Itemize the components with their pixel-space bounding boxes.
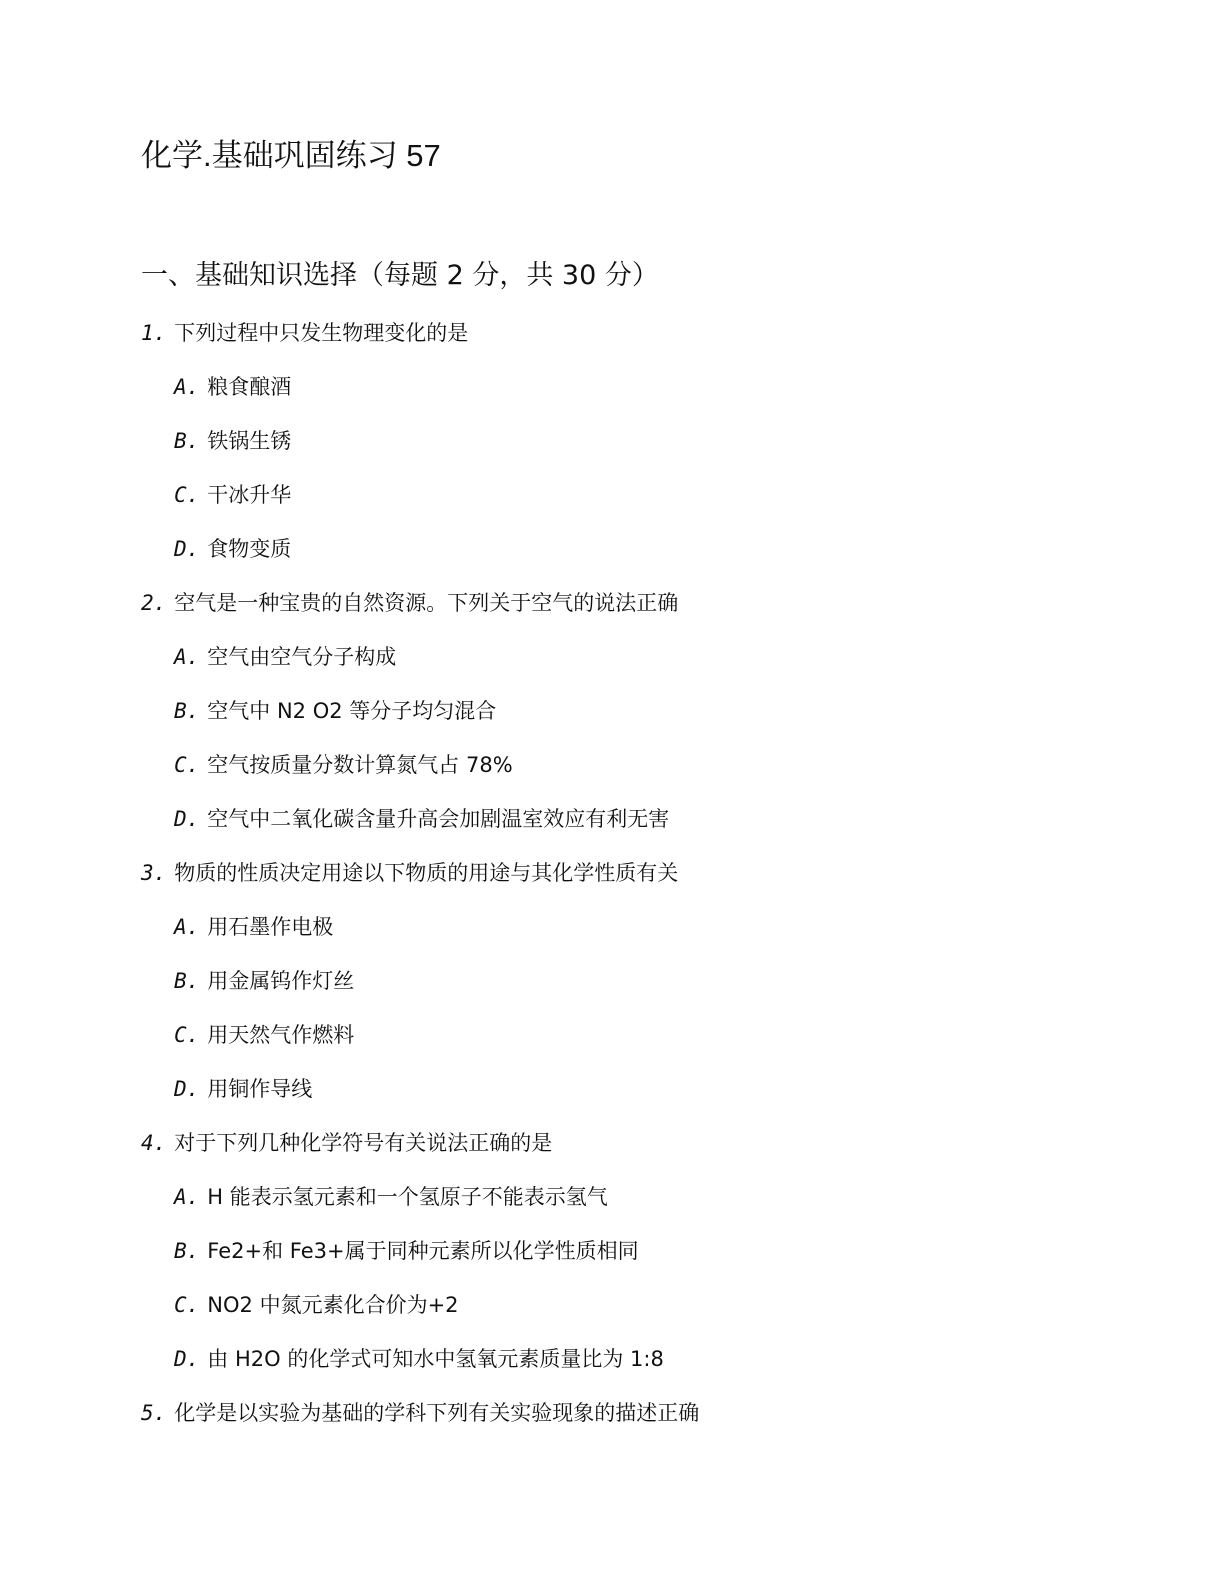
option-letter: D. [174, 1347, 200, 1371]
question-3-option-b [174, 966, 354, 996]
question-2-option-b [174, 696, 496, 726]
option-text: 用石墨作电极 [207, 915, 334, 939]
question-3-option-a [174, 912, 333, 942]
option-text: 由 H2O 的化学式可知水中氢氧元素质量比为 1:8 [207, 1347, 664, 1371]
question-1-option-d [174, 534, 291, 564]
option-text: 空气按质量分数计算氮气占 78% [207, 753, 513, 777]
option-letter: B. [174, 969, 200, 993]
option-text: H 能表示氢元素和一个氢原子不能表示氢气 [207, 1185, 608, 1209]
question-1-option-b [174, 426, 291, 456]
option-letter: A. [174, 915, 200, 939]
option-letter: A. [174, 645, 200, 669]
question-4-option-b [174, 1236, 639, 1266]
option-text: 用金属钨作灯丝 [207, 969, 355, 993]
question-2-option-d [174, 804, 669, 834]
question-text: 空气是一种宝贵的自然资源。下列关于空气的说法正确 [174, 591, 679, 615]
option-letter: C. [174, 753, 200, 777]
question-4-stem [141, 1128, 552, 1158]
option-letter: D. [174, 807, 200, 831]
option-letter: A. [174, 1185, 200, 1209]
option-text: 空气中 N2 O2 等分子均匀混合 [207, 699, 497, 723]
question-number: 5. [141, 1401, 167, 1425]
question-text: 物质的性质决定用途以下物质的用途与其化学性质有关 [174, 861, 679, 885]
question-2-option-a [174, 642, 396, 672]
question-number: 1. [141, 321, 167, 345]
question-3-option-c [174, 1020, 354, 1050]
option-letter: C. [174, 1023, 200, 1047]
question-3-option-d [174, 1074, 312, 1104]
question-number: 2. [141, 591, 167, 615]
question-2-stem [141, 588, 678, 618]
section-heading: 一、基础知识选择（每题 2 分，共 30 分） [141, 260, 659, 291]
option-text: Fe2+和 Fe3+属于同种元素所以化学性质相同 [207, 1239, 639, 1263]
question-4-option-d [174, 1344, 664, 1374]
question-1-stem [141, 318, 468, 348]
question-1-option-a [174, 372, 291, 402]
question-text: 化学是以实验为基础的学科下列有关实验现象的描述正确 [174, 1401, 700, 1425]
option-letter: B. [174, 699, 200, 723]
option-letter: D. [174, 1077, 200, 1101]
question-2-option-c [174, 750, 513, 780]
option-letter: A. [174, 375, 200, 399]
question-4-option-a [174, 1182, 608, 1212]
question-4-option-c [174, 1290, 459, 1320]
option-text: 用铜作导线 [207, 1077, 313, 1101]
option-letter: D. [174, 537, 200, 561]
option-letter: B. [174, 1239, 200, 1263]
option-letter: B. [174, 429, 200, 453]
question-text: 对于下列几种化学符号有关说法正确的是 [174, 1131, 553, 1155]
option-text: 粮食酿酒 [207, 375, 292, 399]
option-text: 空气由空气分子构成 [207, 645, 397, 669]
option-text: 食物变质 [207, 537, 292, 561]
question-1-option-c [174, 480, 291, 510]
option-text: 用天然气作燃料 [207, 1023, 355, 1047]
option-text: 空气中二氧化碳含量升高会加剧温室效应有利无害 [207, 807, 670, 831]
question-3-stem [141, 858, 678, 888]
option-letter: C. [174, 1293, 200, 1317]
question-number: 4. [141, 1131, 167, 1155]
option-text: 干冰升华 [207, 483, 292, 507]
question-5-stem [141, 1398, 699, 1428]
option-letter: C. [174, 483, 200, 507]
option-text: NO2 中氮元素化合价为+2 [207, 1293, 459, 1317]
option-text: 铁锅生锈 [207, 429, 292, 453]
page-title: 化学.基础巩固练习 57 [141, 138, 441, 173]
question-text: 下列过程中只发生物理变化的是 [174, 321, 469, 345]
question-number: 3. [141, 861, 167, 885]
